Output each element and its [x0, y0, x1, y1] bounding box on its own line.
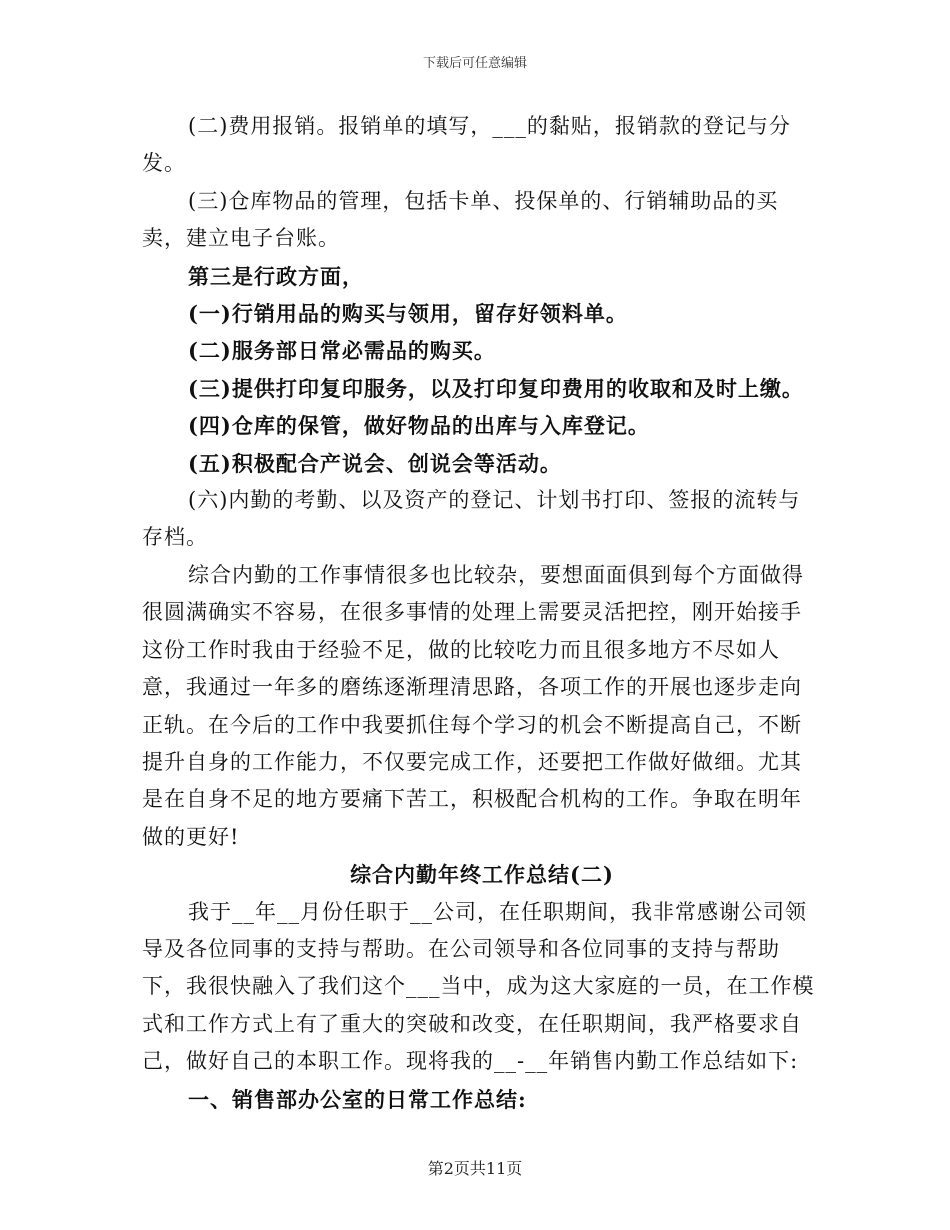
list-item-6: (六)内勤的考勤、以及资产的登记、计划书打印、签报的流转与存档。: [142, 488, 801, 550]
subsection-heading: 一、销售部办公室的日常工作总结:: [188, 1086, 527, 1112]
paragraph-1: (二)费用报销。报销单的填写，___的黏贴，报销款的登记与分发。: [142, 114, 791, 176]
list-item-4: (四)仓库的保管，做好物品的出库与入库登记。: [188, 413, 650, 439]
list-item-5: (五)积极配合产说会、创说会等活动。: [188, 450, 562, 476]
list-item-3: (三)提供打印复印服务，以及打印复印费用的收取和及时上缴。: [188, 375, 804, 401]
section-title: 综合内勤年终工作总结(二): [350, 862, 614, 888]
list-item-2: (二)服务部日常必需品的购买。: [188, 338, 496, 364]
page-footer: 第2页共11页: [427, 1159, 523, 1178]
summary-paragraph: 综合内勤的工作事情很多也比较杂，要想面面俱到每个方面做得很圆满确实不容易，在很多事情的处理上需要灵活把控，刚开始接手这份工作时我由于经验不足，做的比较吃力而且很多地方不尽如人意，我通过一年多的磨练逐渐理清思路，各项工作的开展也逐步走向正轨。在今后的工作中我要抓住每个学习的机会不断提高自己，不断提升自身的工作能力，不仅要完成工作，还要把工作做好做细。尤其是在自身不足的地方要痛下苦工，积极配合机构的工作。争取在明年做的更好!: [142, 562, 804, 849]
section-heading-admin: 第三是行政方面，: [188, 263, 364, 289]
paragraph-2: (三)仓库物品的管理，包括卡单、投保单的、行销辅助品的买卖，建立电子台账。: [142, 188, 779, 251]
list-item-1: (一)行销用品的购买与领用，留存好领料单。: [188, 301, 628, 327]
document-body: [142, 108, 822, 1118]
intro-paragraph: 我于__年__月份任职于__公司，在任职期间，我非常感谢公司领导及各位同事的支持与帮助。在公司领导和各位同事的支持与帮助下，我很快融入了我们这个___当中，成为这大家庭的一员，在工作模式和工作方式上有了重大的突破和改变，在任职期间，我严格要求自己，做好自己的本职工作。现将我的__-__年销售内勤工作总结如下:: [142, 899, 815, 1074]
page-header: 下载后可任意编辑: [422, 56, 527, 71]
